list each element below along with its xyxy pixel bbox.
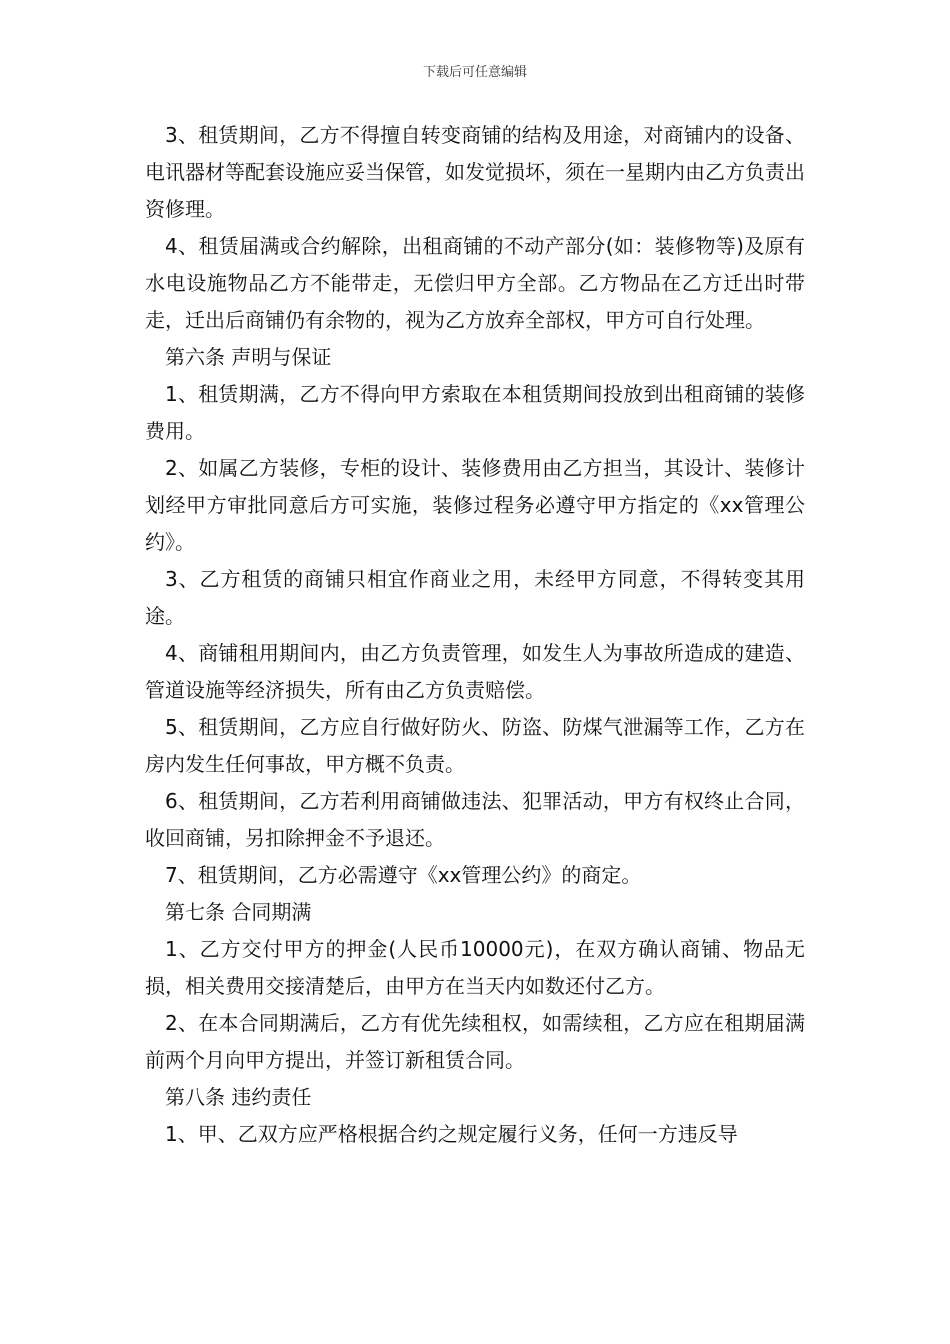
clause-6-item-6: 6、租赁期间，乙方若利用商铺做违法、犯罪活动，甲方有权终止合同，收回商铺，另扣除押金不予退还。: [145, 789, 805, 850]
clause-8-item-1: 1、甲、乙双方应严格根据合约之规定履行义务，任何一方违反导: [165, 1122, 738, 1146]
clause-6-item-1: 1、租赁期满，乙方不得向甲方索取在本租赁期间投放到出租商铺的装修费用。: [145, 382, 805, 443]
clause-6-item-2: 2、如属乙方装修，专柜的设计、装修费用由乙方担当，其设计、装修计划经甲方审批同意后方可实施，装修过程务必遵守甲方指定的《xx管理公约》。: [145, 456, 805, 554]
section-heading-6: 第六条 声明与保证: [165, 345, 332, 369]
clause-7-item-1: 1、乙方交付甲方的押金(人民币10000元)，在双方确认商铺、物品无损，相关费用交接清楚后，由甲方在当天内如数还付乙方。: [145, 937, 805, 998]
document-body: [145, 117, 805, 1153]
section-heading-8: 第八条 违约责任: [165, 1085, 312, 1109]
clause-5-item-3: 3、租赁期间，乙方不得擅自转变商铺的结构及用途，对商铺内的设备、电讯器材等配套设施应妥当保管，如发觉损坏，须在一星期内由乙方负责出资修理。: [145, 123, 805, 221]
clause-6-item-5: 5、租赁期间，乙方应自行做好防火、防盗、防煤气泄漏等工作，乙方在房内发生任何事故，甲方概不负责。: [145, 715, 805, 776]
clause-6-item-7: 7、租赁期间，乙方必需遵守《xx管理公约》的商定。: [165, 863, 642, 887]
clause-6-item-4: 4、商铺租用期间内，由乙方负责管理，如发生人为事故所造成的建造、管道设施等经济损失，所有由乙方负责赔偿。: [145, 641, 805, 702]
section-heading-7: 第七条 合同期满: [165, 900, 312, 924]
clause-6-item-3: 3、乙方租赁的商铺只相宜作商业之用，未经甲方同意，不得转变其用途。: [145, 567, 805, 628]
clause-5-item-4: 4、租赁届满或合约解除，出租商铺的不动产部分(如：装修物等)及原有水电设施物品乙方不能带走，无偿归甲方全部。乙方物品在乙方迁出时带走，迁出后商铺仍有余物的，视为乙方放弃全部权，甲方可自行处理。: [145, 234, 805, 332]
page-header: 下载后可任意编辑: [422, 65, 527, 80]
clause-7-item-2: 2、在本合同期满后，乙方有优先续租权，如需续租，乙方应在租期届满前两个月向甲方提出，并签订新租赁合同。: [145, 1011, 805, 1072]
